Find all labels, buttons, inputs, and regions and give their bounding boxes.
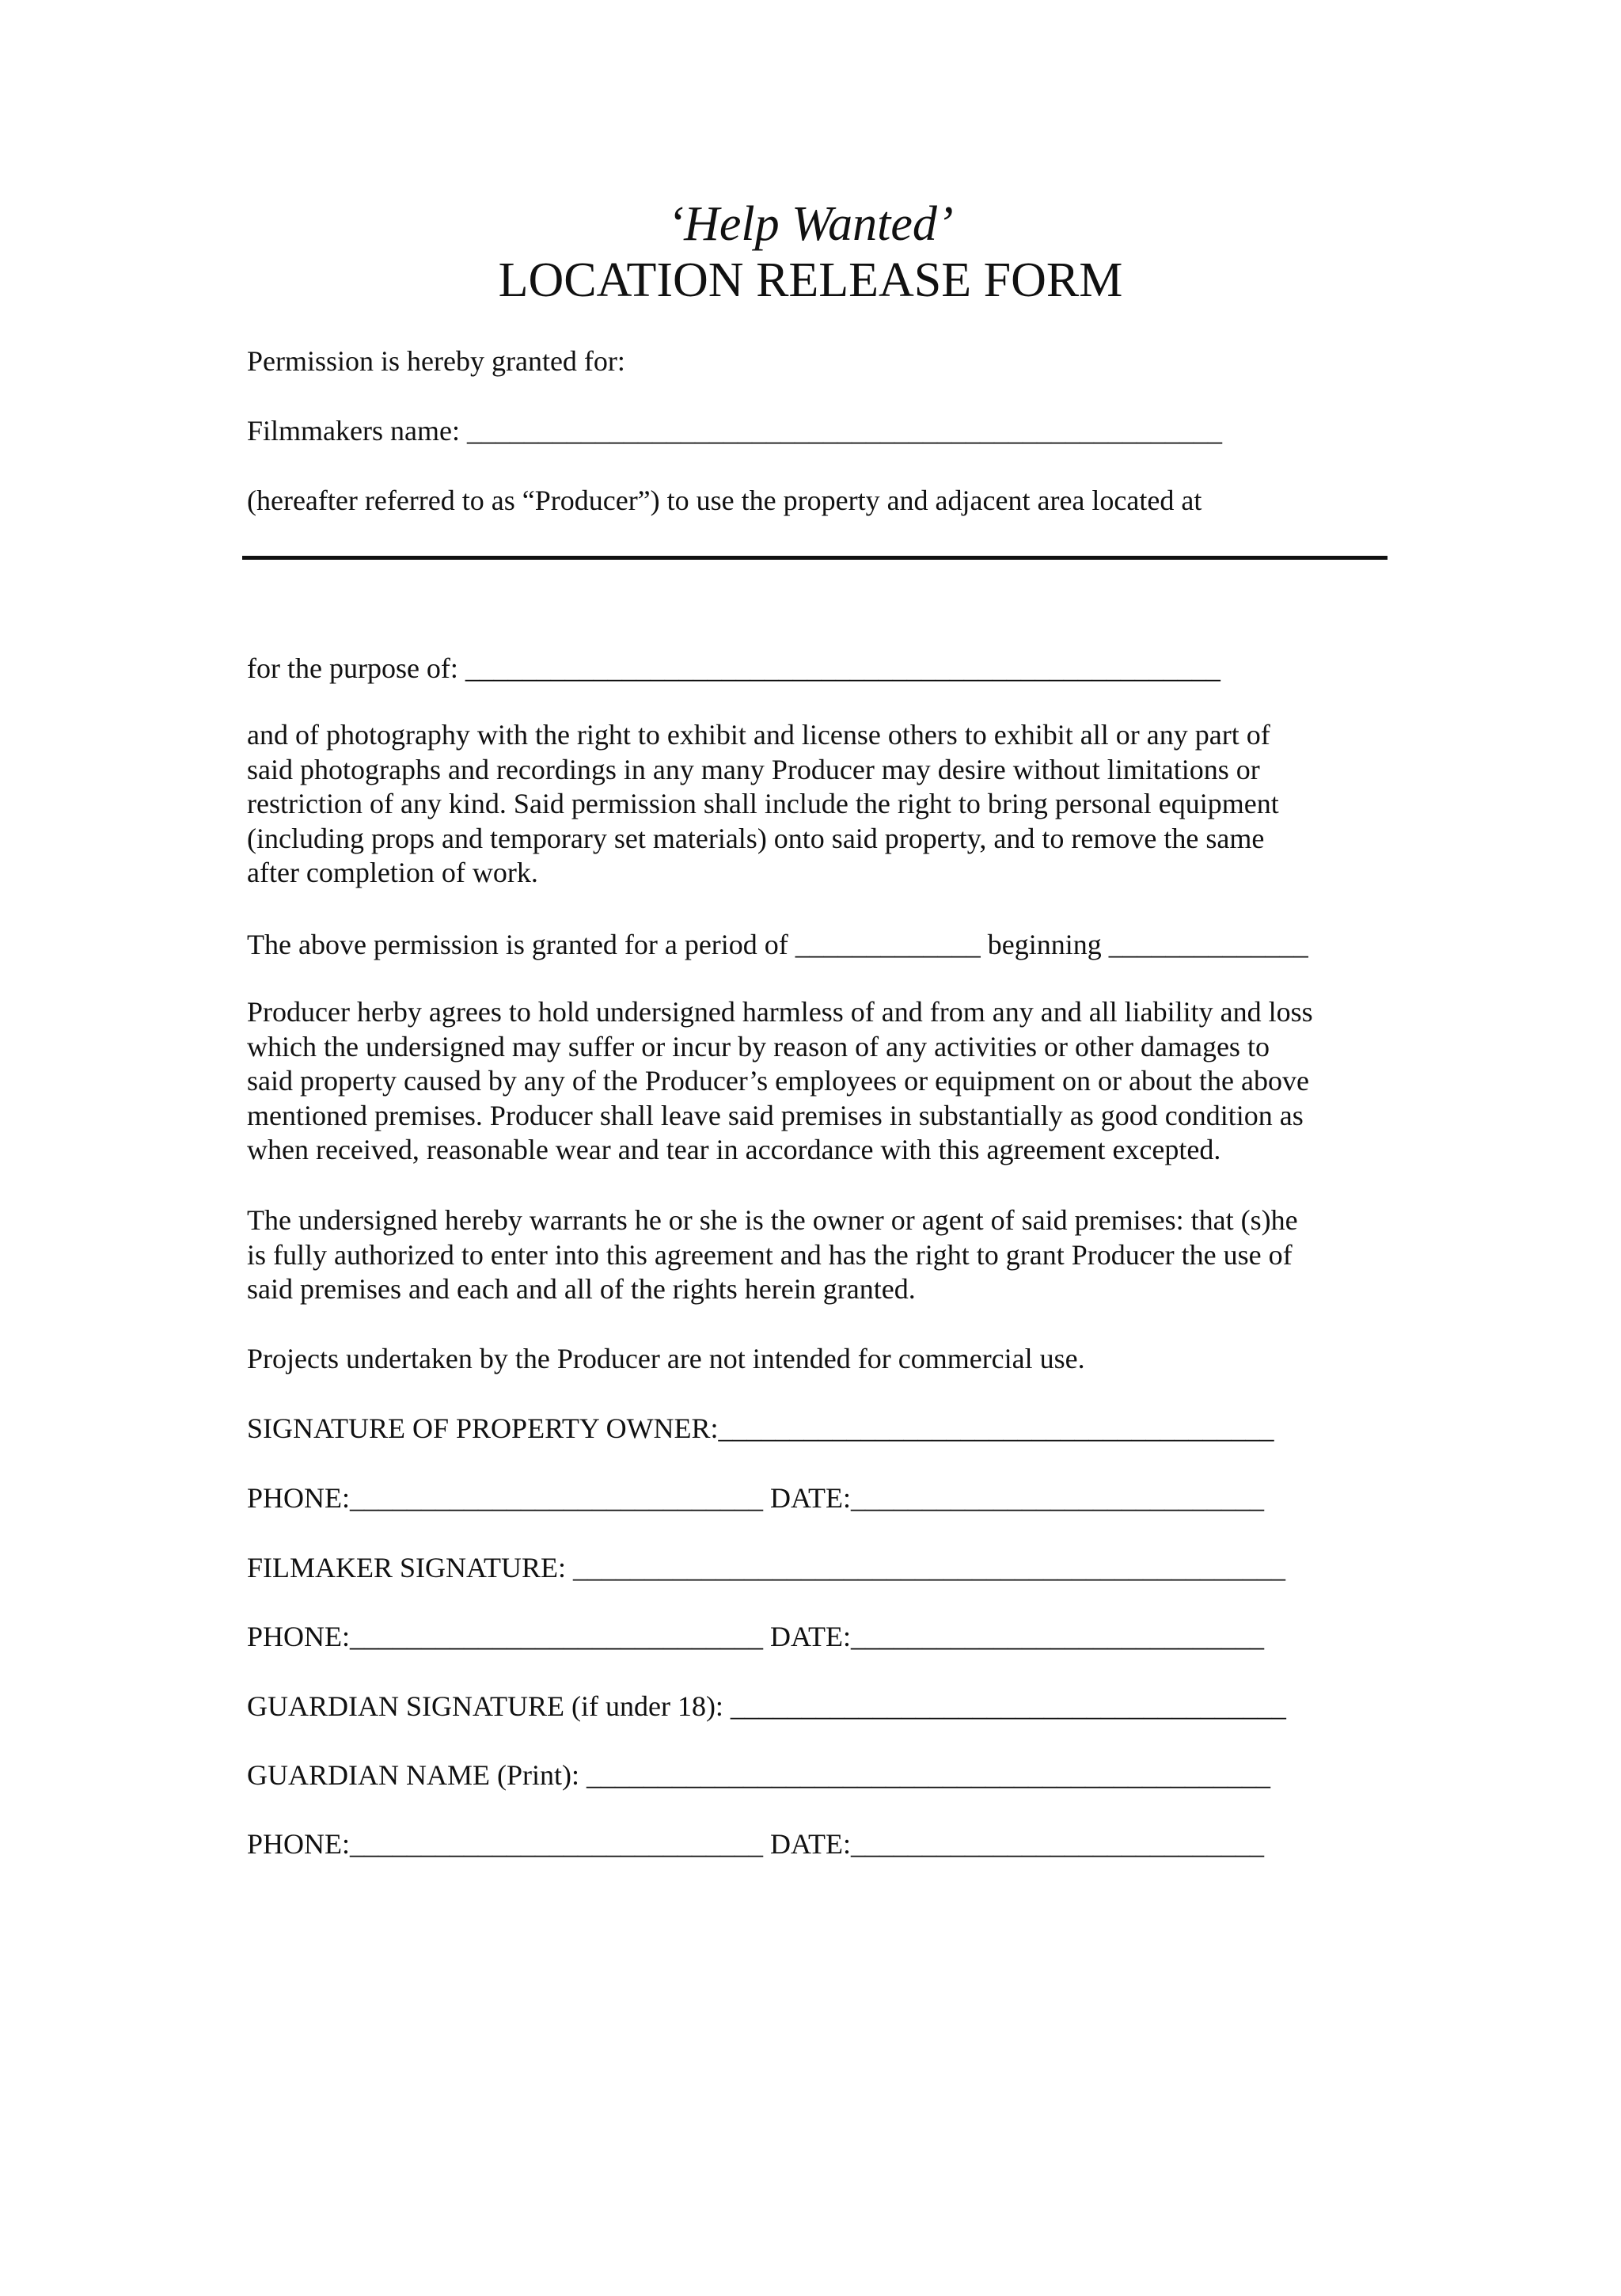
paragraph-line: Producer herby agrees to hold undersigned harmless of and from any and all liability and loss — [247, 996, 1313, 1028]
owner-phone-date-field: PHONE:_____________________________ DATE:_____________________________ — [247, 1482, 1264, 1514]
paragraph-line: after completion of work. — [247, 857, 538, 888]
guardian-name-field: GUARDIAN NAME (Print): ________________________________________________ — [247, 1759, 1270, 1791]
paragraph-line: said photographs and recordings in any many Producer may desire without limitations or — [247, 753, 1260, 785]
filmmaker-phone-date-field: PHONE:_____________________________ DATE:_____________________________ — [247, 1621, 1264, 1652]
paragraph-line: (including props and temporary set materials) onto said property, and to remove the same — [247, 822, 1265, 854]
paragraph-line: mentioned premises. Producer shall leave said premises in substantially as good condition as — [247, 1099, 1304, 1131]
intro-text: Permission is hereby granted for: — [247, 345, 625, 377]
guardian-signature-field: GUARDIAN SIGNATURE (if under 18): _______________________________________ — [247, 1690, 1286, 1722]
paragraph-line: said premises and each and all of the rights herein granted. — [247, 1273, 916, 1305]
paragraph-line: said property caused by any of the Producer’s employees or equipment on or about the above — [247, 1065, 1309, 1097]
paragraph-line: The undersigned hereby warrants he or she is the owner or agent of said premises: that (s)he — [247, 1204, 1298, 1236]
filmmaker-name-field: Filmmakers name: _____________________________________________________ — [247, 415, 1222, 447]
commercial-use-text: Projects undertaken by the Producer are not intended for commercial use. — [247, 1343, 1085, 1374]
purpose-field: for the purpose of: _____________________________________________________ — [247, 652, 1220, 684]
form-subtitle: ‘Help Wanted’ — [667, 197, 954, 251]
photography-paragraph — [247, 718, 1387, 891]
location-address-line — [242, 556, 1388, 560]
liability-paragraph — [247, 995, 1387, 1168]
warranty-paragraph — [247, 1203, 1387, 1307]
paragraph-line: restriction of any kind. Said permission shall include the right to bring personal equipment — [247, 788, 1279, 819]
paragraph-line: and of photography with the right to exhibit and license others to exhibit all or any part of — [247, 719, 1270, 751]
filmmaker-signature-field: FILMAKER SIGNATURE: __________________________________________________ — [247, 1552, 1286, 1583]
permission-period-field: The above permission is granted for a period of _____________ beginning ______________ — [247, 929, 1308, 960]
guardian-phone-date-field: PHONE:_____________________________ DATE:_____________________________ — [247, 1828, 1264, 1860]
paragraph-line: which the undersigned may suffer or incur by reason of any activities or other damages to — [247, 1030, 1270, 1062]
paragraph-line: is fully authorized to enter into this agreement and has the right to grant Producer the use of — [247, 1238, 1293, 1271]
paragraph-line: when received, reasonable wear and tear in accordance with this agreement excepted. — [247, 1134, 1221, 1165]
form-title: LOCATION RELEASE FORM — [498, 253, 1123, 307]
producer-location-text: (hereafter referred to as “Producer”) to use the property and adjacent area located at — [247, 485, 1202, 516]
property-owner-signature-field: SIGNATURE OF PROPERTY OWNER:_______________________________________ — [247, 1412, 1274, 1444]
